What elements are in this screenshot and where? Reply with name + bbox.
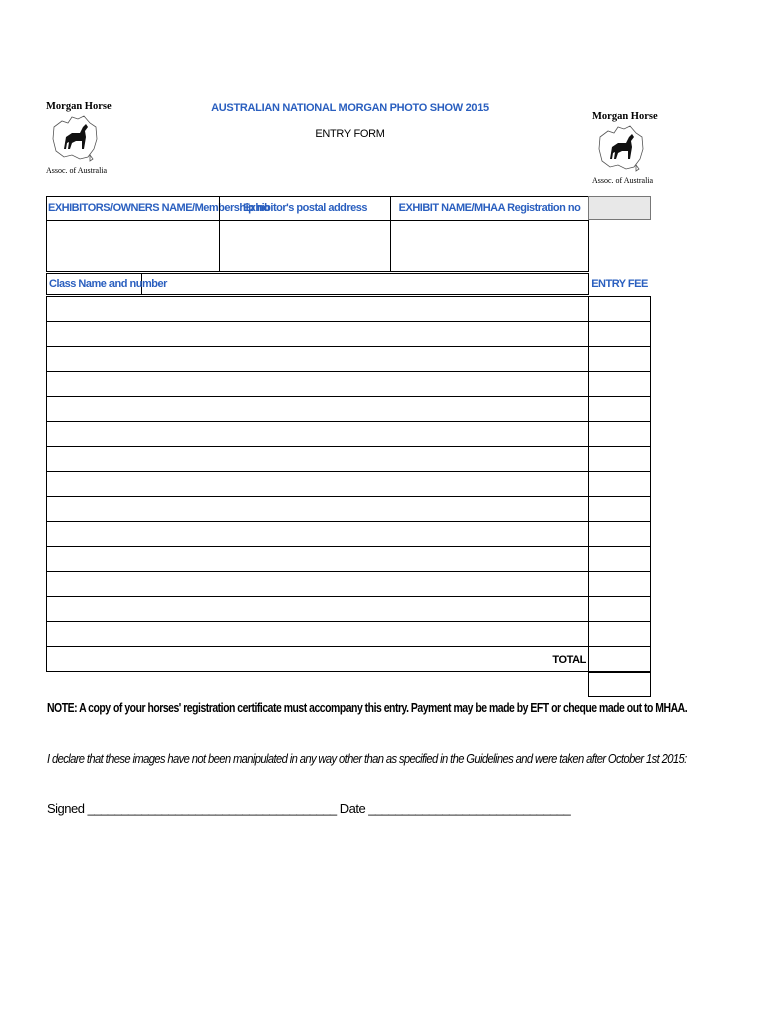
entry-row-class-cell[interactable] xyxy=(46,446,589,472)
entry-row-fee-cell[interactable] xyxy=(588,546,651,572)
blank-field xyxy=(588,220,651,272)
total-row-class-cell xyxy=(46,646,589,672)
entry-row-class-cell[interactable] xyxy=(46,621,589,647)
column-header-exhibit-name: EXHIBIT NAME/MHAA Registration no xyxy=(390,196,588,220)
entry-row-fee-cell[interactable] xyxy=(588,596,651,622)
class-name-label: Class Name and number xyxy=(46,273,142,295)
postal-address-field[interactable] xyxy=(219,220,391,272)
total-fee-field[interactable] xyxy=(588,672,651,697)
note-text: NOTE: A copy of your horses' registration certificate must accompany this entry. Payment may be made by EFT or cheque made out to MHAA. xyxy=(47,700,688,715)
entry-row-fee-cell[interactable] xyxy=(588,296,651,322)
page-subtitle: ENTRY FORM xyxy=(315,128,385,140)
signature-line: Signed _____________________________________ Date ______________________________ xyxy=(47,801,571,816)
column-header-exhibitor-name: EXHIBITORS/OWNERS NAME/Membership no xyxy=(46,196,219,220)
exhibitor-name-field[interactable] xyxy=(46,220,220,272)
logo-subtitle: Assoc. of Australia xyxy=(592,176,654,185)
entry-row-fee-cell[interactable] xyxy=(588,321,651,347)
entry-row-class-cell[interactable] xyxy=(46,546,589,572)
entry-row-fee-cell[interactable] xyxy=(588,621,651,647)
entry-row-fee-cell[interactable] xyxy=(588,396,651,422)
entry-row-fee-cell[interactable] xyxy=(588,371,651,397)
horse-map-icon xyxy=(50,113,100,165)
total-row-fee-cell[interactable] xyxy=(588,646,651,672)
horse-map-icon xyxy=(596,123,646,175)
total-label: TOTAL xyxy=(552,654,586,666)
entry-row-fee-cell[interactable] xyxy=(588,571,651,597)
column-header-postal-address: Exhibitor's postal address xyxy=(219,196,390,220)
entry-row-class-cell[interactable] xyxy=(46,471,589,497)
entry-row-fee-cell[interactable] xyxy=(588,471,651,497)
entry-row-class-cell[interactable] xyxy=(46,596,589,622)
declaration-text: I declare that these images have not been manipulated in any way other than as specified in the Guidelines and were taken after October 1st 2015: xyxy=(47,752,687,766)
entry-row-class-cell[interactable] xyxy=(46,496,589,522)
logo-subtitle: Assoc. of Australia xyxy=(46,166,108,175)
entry-row-fee-cell[interactable] xyxy=(588,521,651,547)
logo-morgan-horse-right xyxy=(592,111,658,185)
entry-row-fee-cell[interactable] xyxy=(588,496,651,522)
entry-row-class-cell[interactable] xyxy=(46,521,589,547)
page-title: AUSTRALIAN NATIONAL MORGAN PHOTO SHOW 2015 xyxy=(211,102,489,114)
logo-morgan-horse-left xyxy=(46,101,112,175)
column-header-blank xyxy=(588,196,651,220)
entry-row-fee-cell[interactable] xyxy=(588,421,651,447)
entry-row-fee-cell[interactable] xyxy=(588,446,651,472)
entry-row-class-cell[interactable] xyxy=(46,571,589,597)
entry-row-class-cell[interactable] xyxy=(46,396,589,422)
logo-title: Morgan Horse xyxy=(592,111,658,122)
entry-fee-label: ENTRY FEE xyxy=(588,273,650,295)
entry-row-class-cell[interactable] xyxy=(46,371,589,397)
entry-row-class-cell[interactable] xyxy=(46,321,589,347)
class-header-line xyxy=(141,273,589,295)
logo-title: Morgan Horse xyxy=(46,101,112,112)
entry-row-class-cell[interactable] xyxy=(46,346,589,372)
entry-row-fee-cell[interactable] xyxy=(588,346,651,372)
entry-row-class-cell[interactable] xyxy=(46,421,589,447)
entry-row-class-cell[interactable] xyxy=(46,296,589,322)
exhibit-name-field[interactable] xyxy=(390,220,589,272)
